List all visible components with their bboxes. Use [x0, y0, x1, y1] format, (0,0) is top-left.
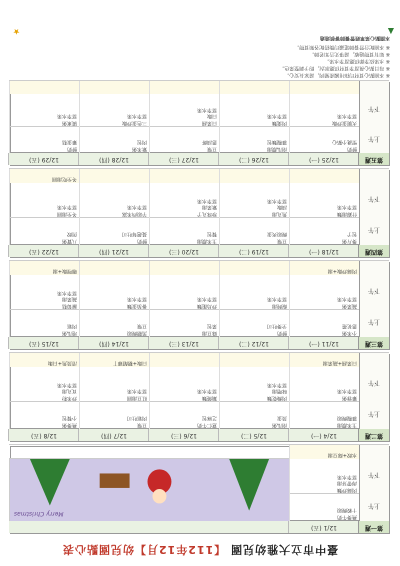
menu-item: 三色蛋炒飯	[121, 120, 147, 126]
menu-cell	[9, 367, 79, 402]
afternoon-row	[9, 366, 389, 402]
menu-item: 蔥油餅	[201, 139, 217, 146]
note-line: ※ 本園點心食材均採用國產豬肉，請家長安心。	[284, 72, 390, 78]
day-header: 12/18 (一)	[288, 245, 359, 257]
menu-item: 當季水果	[126, 113, 147, 120]
day-header: 12/1 (五)	[288, 521, 359, 533]
menu-item: 豆漿	[136, 323, 147, 330]
menu-cell	[219, 275, 289, 310]
star-icon: ★	[12, 27, 20, 36]
menu-item: 包子	[346, 231, 357, 238]
menu-item: 紫米粥	[131, 146, 147, 152]
menu-item: 鮮奶	[346, 146, 357, 152]
day-header: 12/20 (三)	[148, 245, 219, 257]
menu-item: 饅頭夾蛋	[266, 231, 287, 238]
page-title	[40, 542, 360, 558]
menu-cell	[79, 127, 149, 153]
menu-item: 當季水果	[126, 296, 147, 303]
menu-item: 肉絲炒麵	[336, 487, 357, 493]
menu-item: 當季水果	[56, 113, 77, 120]
tree-icon: ▲	[387, 27, 394, 36]
menu-item: 肉羹麵	[271, 120, 287, 126]
bottom-row	[9, 80, 389, 94]
menu-item: 紫菜湯	[201, 204, 217, 211]
menu-item: 什錦湯麵	[336, 211, 357, 217]
day-header: 12/12 (二)	[218, 337, 289, 349]
menu-item: 肉鬆	[66, 323, 77, 330]
morning-row	[9, 401, 389, 429]
day-header: 12/19 (二)	[218, 245, 289, 257]
session-label	[359, 445, 389, 459]
menu-cell	[219, 183, 289, 218]
session-label	[359, 218, 389, 245]
menu-item: 八寶粥	[61, 238, 77, 244]
bottom-row	[9, 260, 389, 275]
menu-cell	[79, 94, 149, 127]
day-header: 12/21 (四)	[78, 245, 149, 257]
bottom-row	[9, 168, 389, 183]
day-header: 12/11 (一)	[288, 337, 359, 349]
menu-cell	[79, 218, 149, 245]
session-label	[359, 169, 389, 183]
menu-item: 綠豆湯	[201, 330, 217, 336]
menu-item: 當季水果	[336, 113, 357, 120]
session-label-text: 下午	[368, 195, 381, 203]
day-header: 12/15 (五)	[8, 337, 79, 349]
menu-item: 豆漿	[136, 422, 147, 428]
menu-item: 貢丸湯	[61, 388, 77, 395]
session-label-text: 下午	[368, 471, 381, 479]
session-label-text: 上午	[368, 502, 381, 510]
menu-item: 當季水果	[336, 388, 357, 395]
menu-cell	[289, 169, 359, 183]
menu-cell	[9, 402, 79, 429]
week-header	[9, 520, 389, 533]
menu-item: 蔥花捲	[341, 323, 357, 330]
week-label: 第二週	[358, 429, 389, 441]
menu-item: 炒米粉	[61, 395, 77, 401]
day-header: 12/6 (三)	[148, 429, 219, 441]
menu-item: 蔬菜湯	[61, 296, 77, 303]
note-line: ※ 每日點心視當季食材供應狀況，酌予調整菜色。	[279, 65, 390, 71]
menu-cell	[289, 367, 359, 402]
week-block	[10, 170, 390, 258]
week-label: 第四週	[358, 245, 389, 257]
menu-item: 小米粥	[341, 330, 357, 336]
session-label-text: 上午	[368, 226, 381, 234]
menu-item: 當季水果	[266, 197, 287, 204]
menu-cell	[289, 94, 359, 127]
session-label	[359, 183, 389, 218]
session-label	[359, 310, 389, 337]
week-header	[9, 244, 389, 257]
menu-cell	[9, 127, 79, 153]
notes-section	[10, 34, 390, 78]
menu-item: 海帶芽湯	[336, 480, 357, 487]
menu-item: 菜包	[206, 323, 217, 330]
session-label-text: 上午	[368, 318, 381, 326]
menu-item: 炒烏龍麵	[196, 303, 217, 309]
day-header: 12/5 (二)	[218, 429, 289, 441]
menu-item: 當季水果	[266, 381, 287, 388]
menu-cell	[79, 81, 149, 94]
menu-item: 當季水果	[336, 296, 357, 303]
menu-cell	[149, 169, 219, 183]
menu-cell	[149, 367, 219, 402]
menu-cell	[149, 183, 219, 218]
menu-item: 全麥吐司	[266, 323, 287, 330]
menu-item: 玉米濃湯	[196, 238, 217, 244]
menu-item: 鮮奶	[136, 238, 147, 244]
menu-cell	[79, 402, 149, 429]
menu-item: 玉米濃湯	[336, 422, 357, 428]
menu-cell	[289, 310, 359, 337]
menu-item: 水餃+綠豆湯	[327, 452, 357, 458]
day-header: 12/29 (五)	[8, 153, 79, 165]
menu-cell	[9, 169, 79, 183]
menu-item: 當季水果	[336, 204, 357, 211]
menu-cell	[219, 169, 289, 183]
menu-item: 白飯+糖醋雞丁	[112, 360, 147, 366]
session-label	[359, 94, 389, 127]
menu-item: 蒸蛋	[276, 415, 287, 422]
menu-cell	[149, 261, 219, 275]
menu-item: 火腿蛋炒飯	[331, 120, 357, 126]
bottom-row	[9, 444, 389, 459]
menu-item: 當季水果	[126, 388, 147, 395]
week-block	[10, 354, 390, 442]
menu-item: 廣東粥	[61, 120, 77, 126]
menu-item: 豆漿	[276, 238, 287, 244]
week-header	[9, 336, 389, 349]
session-label-text: 上午	[368, 135, 381, 142]
week-block	[10, 446, 390, 534]
menu-item: 冬至湯圓	[56, 211, 77, 217]
morning-row	[9, 126, 389, 153]
session-label	[359, 127, 389, 153]
footer-text: 本園點心菜單經營養師審核通過	[319, 35, 390, 41]
menu-cell	[79, 353, 149, 367]
afternoon-row	[9, 93, 389, 127]
day-header: 12/8 (五)	[8, 429, 79, 441]
session-label-text: 下午	[368, 287, 381, 295]
menu-cell	[149, 402, 219, 429]
menu-item: 肉鬆吐司	[126, 415, 147, 422]
menu-item: 雞蛋糕	[61, 139, 77, 146]
menu-item: 燕麥粥	[61, 422, 77, 428]
menu-cell	[149, 218, 219, 245]
menu-item: 鮮奶	[66, 146, 77, 152]
menu-item: 南瓜濃湯	[266, 146, 287, 152]
menu-item: 鍋燒麵	[201, 395, 217, 401]
menu-cell	[9, 275, 79, 310]
menu-cell	[219, 81, 289, 94]
holiday-greeting: Merry Christmas	[14, 510, 64, 517]
menu-cell	[149, 310, 219, 337]
menu-cell	[219, 402, 289, 429]
day-header: 12/7 (四)	[78, 429, 149, 441]
menu-item: 油飯	[276, 204, 287, 211]
menu-item: 咖哩飯+湯	[52, 268, 77, 274]
menu-cell	[289, 275, 359, 310]
menu-item: 清蒸魚+白飯	[47, 360, 77, 366]
menu-item: 白飯	[206, 113, 217, 120]
session-label	[359, 367, 389, 402]
menu-title: 【112年12月】幼兒園點心表	[61, 543, 226, 556]
menu-item: 當季水果	[196, 296, 217, 303]
menu-cell	[149, 94, 219, 127]
menu-item: 肉包	[136, 139, 147, 146]
menu-cell	[79, 261, 149, 275]
menu-cell	[9, 218, 79, 245]
menu-item: 小餐包	[61, 415, 77, 422]
menu-item: 白菜滷+蔬菜湯	[322, 360, 357, 366]
menu-cell	[289, 402, 359, 429]
note-line: ※ 如有食物過敏，請事先告知老師。	[309, 51, 390, 57]
menu-cell	[9, 81, 79, 94]
menu-cell	[289, 494, 359, 521]
morning-row	[9, 493, 389, 521]
morning-row	[9, 217, 389, 245]
menu-item: 肉絲炒飯+湯	[327, 268, 357, 274]
menu-item: 豆漿	[206, 146, 217, 152]
session-label	[359, 494, 389, 521]
menu-cell	[79, 169, 149, 183]
menu-item: 珍珠丸子	[196, 211, 217, 217]
menu-item: 餐包	[206, 231, 217, 238]
menu-cell	[79, 310, 149, 337]
menu-cell	[289, 183, 359, 218]
day-header: 12/25 (一)	[288, 153, 359, 165]
menu-item: 紅豆湯圓	[126, 395, 147, 401]
menu-cell	[9, 310, 79, 337]
menu-cell	[79, 275, 149, 310]
menu-cell	[9, 261, 79, 275]
menu-cell	[219, 94, 289, 127]
menu-cell	[289, 445, 359, 459]
menu-item: 雜糧饅頭	[336, 415, 357, 422]
day-header: 12/28 (四)	[78, 153, 149, 165]
menu-item: 燕麥牛奶	[336, 514, 357, 520]
menu-item: 雞蓉粥	[341, 395, 357, 401]
afternoon-row	[9, 458, 389, 494]
menu-cell	[149, 275, 219, 310]
menu-item: 當季水果	[266, 113, 287, 120]
day-header: 12/26 (二)	[218, 153, 289, 165]
menu-cell	[219, 310, 289, 337]
note-line: ※ 本園配合營養師建議均衡搭配各類食物。	[294, 44, 390, 50]
menu-item: 味噌湯	[271, 388, 287, 395]
menu-cell	[149, 81, 219, 94]
menu-item: 當季水果	[196, 388, 217, 395]
day-header: 12/4 (一)	[288, 429, 359, 441]
week-block	[10, 262, 390, 350]
menu-item: 當季水果	[336, 473, 357, 480]
menu-item: 蘿蔔糕	[61, 303, 77, 309]
menu-cell	[219, 353, 289, 367]
menu-item: 當季水果	[56, 289, 77, 296]
day-header: 12/13 (三)	[148, 337, 219, 349]
bottom-row	[9, 352, 389, 367]
menu-cell	[9, 353, 79, 367]
week-label: 第一週	[358, 521, 389, 533]
session-label	[359, 81, 389, 94]
week-block	[10, 82, 390, 166]
menu-item: 蔓越莓吐司	[121, 231, 147, 238]
menu-item: 當季水果	[56, 204, 77, 211]
menu-item: 白菜滷	[201, 120, 217, 126]
menu-item: 當季水果	[196, 106, 217, 113]
menu-item: 聖誕小點心	[331, 139, 357, 146]
menu-cell	[289, 459, 359, 494]
session-label	[359, 275, 389, 310]
menu-item: 芝麻包	[201, 415, 217, 422]
kindergarten-name: 臺中市立大雅幼兒園	[230, 543, 339, 556]
menu-item: 薏仁牛奶	[196, 422, 217, 428]
menu-cell	[289, 353, 359, 367]
menu-cell	[219, 367, 289, 402]
menu-cell	[149, 127, 219, 153]
menu-item: 當季水果	[56, 381, 77, 388]
menu-item: 鮮奶	[276, 330, 287, 336]
note-line: ※ 水果依季節供應當季水果。	[324, 58, 390, 64]
session-label	[359, 261, 389, 275]
menu-item: 冬至吃湯圓	[51, 176, 77, 182]
menu-item: 肉燥乾麵	[266, 395, 287, 401]
menu-cell	[289, 81, 359, 94]
day-header: 12/22 (五)	[8, 245, 79, 257]
menu-cell	[79, 367, 149, 402]
afternoon-row	[9, 182, 389, 218]
week-header	[9, 428, 389, 441]
menu-item: 十穀饅頭	[336, 507, 357, 514]
menu-cell	[79, 183, 149, 218]
menu-item: 麥片粥	[341, 238, 357, 244]
menu-item: 當季水果	[196, 197, 217, 204]
menu-item: 芋頭西米露	[121, 211, 147, 217]
week-label: 第五週	[358, 153, 389, 165]
session-label	[359, 353, 389, 367]
menu-cell	[289, 218, 359, 245]
morning-row	[9, 309, 389, 337]
session-label	[359, 459, 389, 494]
menu-cell	[289, 261, 359, 275]
session-label	[359, 402, 389, 429]
menu-item: 地瓜粥	[61, 330, 77, 336]
menu-cell	[9, 183, 79, 218]
day-header: 12/27 (三)	[148, 153, 219, 165]
menu-item: 黑糖饅頭	[126, 330, 147, 336]
menu-item: 蔬菜粥	[341, 303, 357, 309]
menu-cell	[219, 218, 289, 245]
menu-cell	[219, 261, 289, 275]
day-header: 12/14 (四)	[78, 337, 149, 349]
menu-cell	[219, 127, 289, 153]
week-label: 第三週	[358, 337, 389, 349]
afternoon-row	[9, 274, 389, 310]
menu-item: 番茄蛋麵	[126, 303, 147, 309]
week-header	[9, 152, 389, 165]
menu-cell	[9, 94, 79, 127]
menu-item: 煎餃	[66, 231, 77, 238]
menu-cell	[149, 353, 219, 367]
menu-item: 南瓜粥	[271, 422, 287, 428]
session-label-text: 下午	[368, 105, 381, 113]
menu-cell	[289, 127, 359, 153]
menu-item: 餛飩湯	[271, 303, 287, 309]
menu-item: 當季水果	[126, 204, 147, 211]
menu-item: 雜糧麵包	[266, 139, 287, 146]
menu-item: 魚丸湯	[271, 211, 287, 217]
session-label-text: 下午	[368, 379, 381, 387]
menu-item: 當季水果	[266, 296, 287, 303]
session-label-text: 上午	[368, 410, 381, 418]
